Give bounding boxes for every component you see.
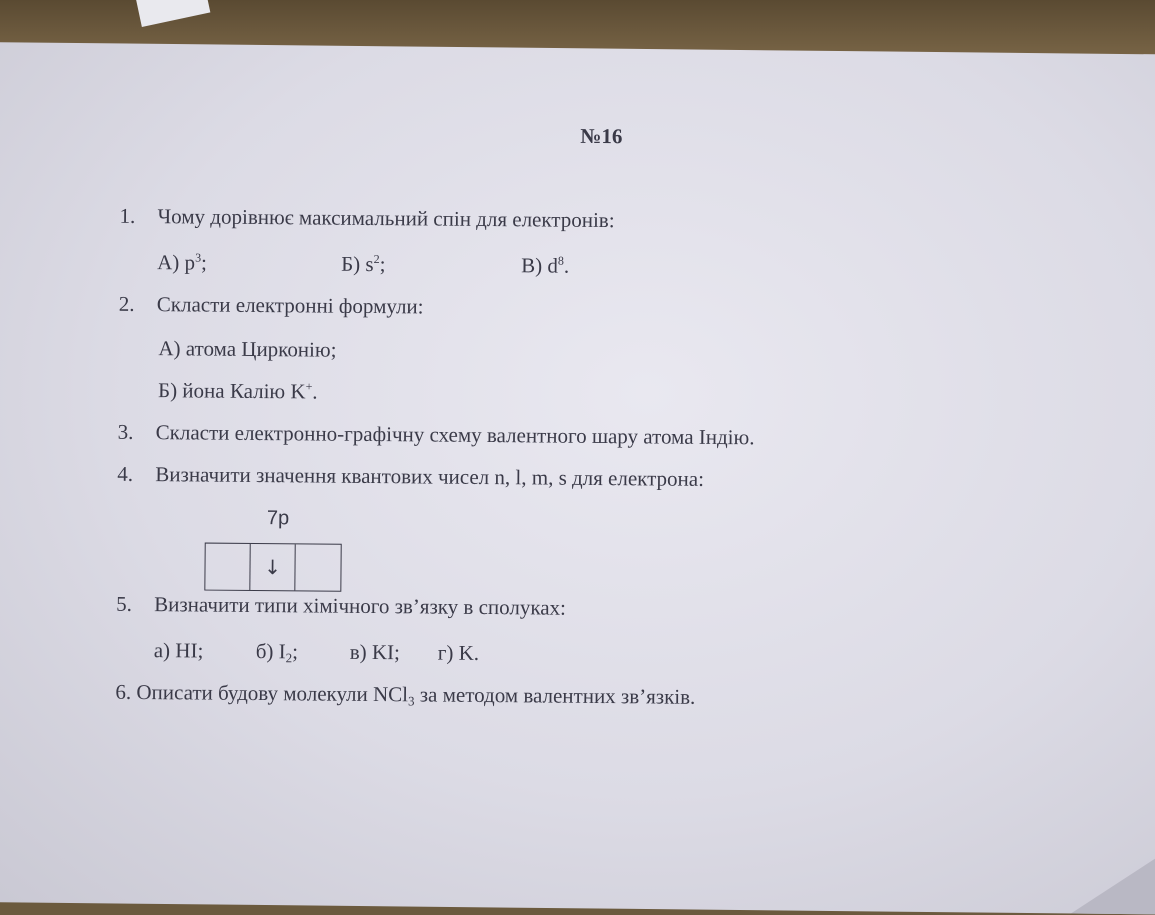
orbital-cell-3 — [295, 544, 340, 590]
answer-5a: а) HI; — [153, 638, 204, 663]
orbital-cell-1 — [205, 544, 250, 590]
question-2 — [119, 292, 424, 320]
answer-1b — [341, 252, 386, 277]
question-5 — [116, 592, 566, 621]
answer-2a: А) атома Цирконію; — [158, 336, 337, 362]
question-4 — [117, 462, 704, 492]
answer-1a — [157, 250, 207, 275]
answer-5b-punct: ; — [292, 639, 299, 664]
answer-1a-punct: ; — [201, 250, 208, 275]
question-5-number: 5. — [116, 591, 133, 616]
answer-1c-punct: . — [563, 253, 570, 278]
question-6-text: 6. Описати будову молекули NCl — [115, 679, 409, 707]
answer-5c: в) KI; — [349, 639, 401, 665]
page-title: №16 — [580, 123, 623, 149]
answer-2b-base: Б) йона Калію K — [157, 378, 306, 404]
question-6-text-end: за методом валентних зв’язків. — [414, 682, 696, 709]
answer-5d: г) K. — [437, 640, 480, 665]
answer-2b — [158, 378, 318, 404]
answer-1c — [521, 253, 569, 278]
question-1-text: Чому дорівнює максимальний спін для електронів: — [157, 204, 615, 233]
question-6-sub: 3 — [407, 693, 415, 709]
orbital-diagram — [204, 543, 341, 592]
answer-1c-sup: 8 — [557, 253, 565, 268]
question-1 — [119, 204, 614, 233]
question-3 — [118, 420, 755, 451]
answer-1b-punct: ; — [379, 252, 386, 277]
answer-1a-sup: 3 — [195, 250, 202, 265]
question-2-number: 2. — [118, 291, 135, 316]
answer-1b-base: Б) s — [341, 251, 374, 277]
answer-5b-base: б) I — [255, 639, 286, 664]
answer-5b-sub: 2 — [285, 650, 293, 666]
question-4-number: 4. — [117, 461, 134, 486]
question-2-text: Скласти електронні формули: — [156, 292, 424, 319]
question-6 — [115, 680, 695, 712]
question-3-number: 3. — [117, 419, 134, 444]
answer-5b — [256, 639, 298, 666]
answer-1c-base: В) d — [521, 253, 559, 278]
answer-2b-punct: . — [312, 379, 318, 404]
answer-1b-sup: 2 — [373, 252, 380, 267]
question-3-text: Скласти електронно-графічну схему валентного шару атома Індію. — [155, 420, 755, 450]
orbital-cell-2: ↓ — [250, 544, 295, 590]
question-4-text: Визначити значення квантових чисел n, l, m, s для електрона: — [155, 462, 705, 491]
answer-1a-base: А) p — [157, 250, 196, 275]
orbital-label: 7p — [266, 507, 290, 530]
question-5-text: Визначити типи хімічного зв’язку в сполуках: — [154, 592, 567, 620]
question-1-number: 1. — [119, 203, 136, 228]
answer-2b-sup: + — [305, 379, 313, 394]
